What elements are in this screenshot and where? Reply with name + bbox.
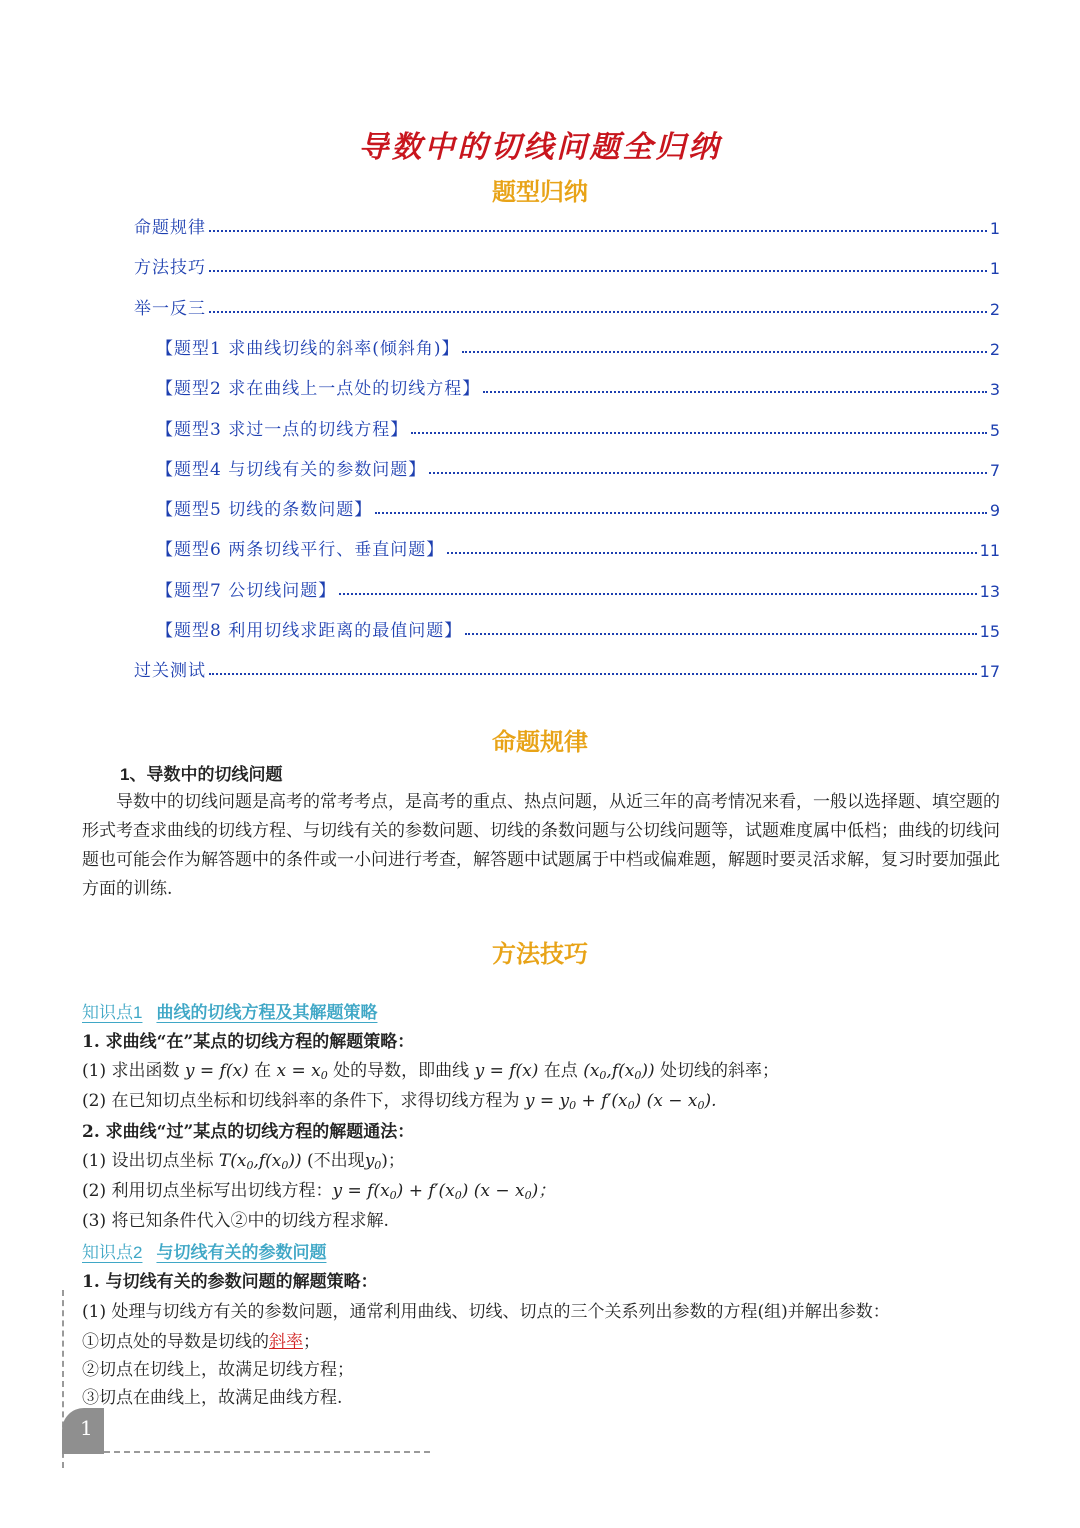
toc-leader-dots <box>209 230 987 232</box>
kp1-strategy-2-line-2 <box>82 1177 555 1210</box>
toc-entry-label: 【题型2 求在曲线上一点处的切线方程】 <box>156 379 481 400</box>
toc-entry-page: 15 <box>979 622 1000 641</box>
toc-entry-page: 1 <box>989 259 1000 279</box>
rules-paragraph: 导数中的切线问题是高考的常考考点，是高考的重点、热点问题，从近三年的高考情况来看，一般以选择题、填空题的形式考查求曲线的切线方程、与切线有关的参数问题、切线的条数问题与公切线问题等，试题难度属中低档；曲线的切线问题也可能会作为解答题中的条件或一小问进行考查，解答题中试题属于中档或偏难题，解题时要灵活求解，复习时要加强此方面的训练. <box>82 792 1000 899</box>
toc-entry[interactable] <box>156 536 1000 560</box>
text-span: ； <box>303 1332 320 1352</box>
document-title: 导数中的切线问题全归纳 <box>358 130 722 165</box>
toc-entry[interactable] <box>134 254 1000 278</box>
kp1-strategy-2-line-3: (3) 将已知条件代入②中的切线方程求解. <box>82 1211 389 1231</box>
toc-leader-dots <box>375 512 987 514</box>
formula: y = f(x) <box>474 1061 539 1081</box>
formula: y = f(x) <box>184 1061 249 1081</box>
toc-entry-page: 1 <box>989 219 1000 238</box>
text-span: 处的导数，即曲线 <box>333 1061 470 1081</box>
section-heading-methods: 方法技巧 <box>492 939 588 968</box>
formula: $T(x_0,f(x_0))$ <box>218 1151 302 1172</box>
kp1-title-text: 曲线的切线方程及其解题策略 <box>156 1003 378 1022</box>
toc-entry-page: 2 <box>989 339 1000 359</box>
toc-entry[interactable] <box>134 295 1000 319</box>
toc-leader-dots <box>209 311 987 313</box>
kp1-strategy-2-line-1 <box>82 1147 405 1180</box>
toc-entry-page: 11 <box>979 541 1000 561</box>
toc-entry-label: 【题型5 切线的条数问题】 <box>156 500 373 521</box>
toc-leader-dots <box>209 673 977 675</box>
kp1-strategy-1: 1. 求曲线“在”某点的切线方程的解题策略： <box>82 1032 415 1052</box>
kp2-title-text: 与切线有关的参数问题 <box>156 1243 327 1262</box>
section-heading-rules: 命题规律 <box>492 727 588 756</box>
toc-entry-page: 13 <box>979 581 1000 601</box>
toc-entry-label: 过关测试 <box>134 661 206 682</box>
kp2-strategy-1: 1. 与切线有关的参数问题的解题策略： <box>82 1272 378 1292</box>
toc-entry[interactable] <box>134 657 1000 681</box>
toc-entry-label: 【题型8 利用切线求距离的最值问题】 <box>156 621 463 641</box>
toc-entry[interactable] <box>156 416 1000 440</box>
toc-leader-dots <box>465 633 976 635</box>
page-number: 1 <box>80 1416 93 1440</box>
text-span: (1) 求出函数 <box>82 1061 180 1081</box>
kp2-line-2 <box>82 1328 320 1357</box>
toc-leader-dots <box>483 391 987 393</box>
toc-entry-page: 7 <box>989 460 1000 480</box>
toc-entry[interactable] <box>156 496 1000 520</box>
text-span: (2) 在已知切点坐标和切线斜率的条件下，求得切线方程为 <box>82 1091 520 1111</box>
toc-entry-page: 5 <box>989 420 1000 440</box>
toc-leader-dots <box>462 351 986 353</box>
formula: $y = y_0 + f'(x_0) (x - x_0)$. <box>524 1091 717 1112</box>
kp1-strategy-1-line-2 <box>82 1087 717 1120</box>
toc-leader-dots <box>209 270 987 272</box>
formula: $y_0$ <box>364 1151 382 1172</box>
toc-entry-label: 方法技巧 <box>134 258 206 279</box>
formula: $(x_0,f(x_0))$ <box>583 1061 655 1082</box>
toc-entry-label: 命题规律 <box>134 218 206 238</box>
toc-entry-page: 17 <box>979 662 1000 682</box>
text-span: ①切点处的导数是切线的 <box>82 1332 269 1352</box>
toc-entry-label: 【题型4 与切线有关的参数问题】 <box>156 459 427 480</box>
knowledge-point-1-title <box>82 998 377 1023</box>
toc-entry[interactable] <box>156 456 1000 480</box>
toc-entry[interactable] <box>156 375 1000 399</box>
toc-entry[interactable] <box>134 214 1000 238</box>
toc-leader-dots <box>447 552 976 554</box>
toc-leader-dots <box>339 593 976 595</box>
toc-entry[interactable] <box>156 617 1000 641</box>
toc-entry-page: 2 <box>989 299 1000 319</box>
text-span: 处切线的斜率； <box>660 1061 780 1081</box>
toc-leader-dots <box>429 472 987 474</box>
kp1-strategy-2: 2. 求曲线“过”某点的切线方程的解题通法： <box>82 1122 415 1142</box>
kp2-line-3: ②切点在切线上，故满足切线方程； <box>82 1360 354 1380</box>
text-span: 在点 <box>543 1061 578 1081</box>
kp1-strategy-1-line-1 <box>82 1057 779 1090</box>
kp2-line-1: (1) 处理与切线方有关的参数问题，通常利用曲线、切线、切点的三个关系列出参数的方程(组)并解出参数： <box>82 1302 890 1322</box>
page-border-bottom <box>104 1451 430 1453</box>
toc-entry-label: 【题型7 公切线问题】 <box>156 580 337 601</box>
text-span: 在 <box>254 1061 272 1081</box>
toc-entry-label: 【题型1 求曲线切线的斜率(倾斜角)】 <box>156 338 460 359</box>
toc-leader-dots <box>411 432 987 434</box>
toc-entry[interactable] <box>156 577 1000 601</box>
toc-entry-label: 【题型6 两条切线平行、垂直问题】 <box>156 540 445 561</box>
highlight-slope: 斜率 <box>269 1332 303 1352</box>
formula: $y = f(x_0) + f'(x_0) (x - x_0)$； <box>332 1181 556 1202</box>
knowledge-point-2-title <box>82 1238 326 1263</box>
rules-subheading: 1、导数中的切线问题 <box>120 765 283 784</box>
toc-entry-label: 【题型3 求过一点的切线方程】 <box>156 419 409 440</box>
toc-entry-page: 3 <box>989 380 1000 400</box>
kp2-number: 知识点2 <box>82 1243 143 1262</box>
formula: $x = x_0$ <box>276 1061 328 1082</box>
text-span: )； <box>381 1151 405 1171</box>
toc-heading: 题型归纳 <box>492 177 588 206</box>
toc-entry[interactable] <box>156 335 1000 359</box>
toc-entry-page: 9 <box>989 501 1000 521</box>
kp2-line-4: ③切点在曲线上，故满足曲线方程. <box>82 1388 343 1408</box>
toc-entry-label: 举一反三 <box>134 298 206 319</box>
text-span: (2) 利用切点坐标写出切线方程： <box>82 1181 333 1201</box>
kp1-number: 知识点1 <box>82 1003 143 1022</box>
text-span: (不出现 <box>307 1151 365 1171</box>
text-span: (1) 设出切点坐标 <box>82 1151 214 1171</box>
